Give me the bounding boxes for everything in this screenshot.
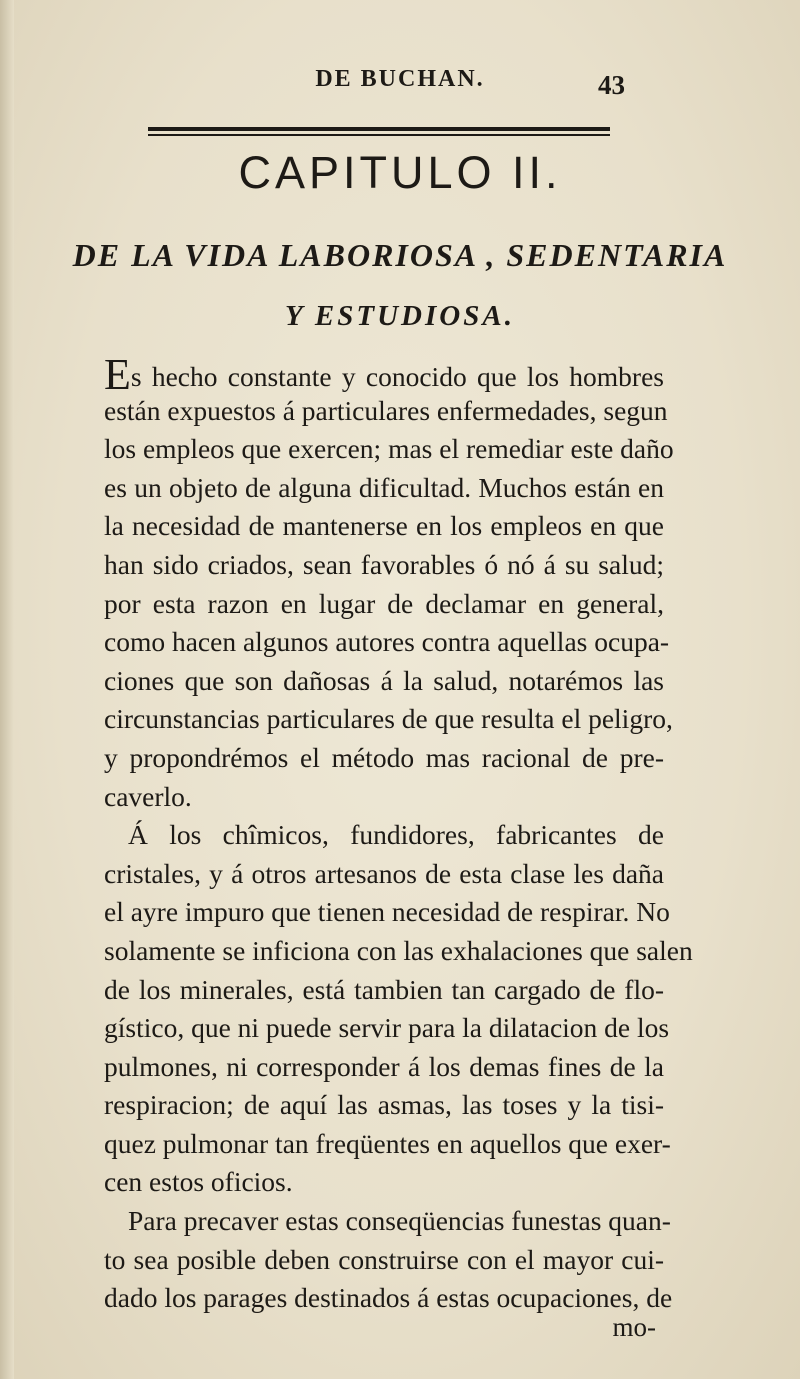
drop-cap: E	[104, 350, 131, 399]
text-line: y propondrémos el método mas racional de pre-	[104, 741, 664, 773]
chapter-subtitle-line-1: DE LA VIDA LABORIOSA , SEDENTARIA	[72, 237, 728, 273]
text-line: Á los chîmicos, fundidores, fabricantes de	[128, 819, 664, 851]
text-line: caverlo.	[104, 780, 192, 812]
chapter-subtitle-line-2: Y ESTUDIOSA.	[285, 300, 515, 332]
text-line: ciones que son dañosas á la salud, notarémos las	[104, 664, 664, 696]
text-line: pulmones, ni corresponder á los demas fines de la	[104, 1050, 664, 1082]
text-line	[104, 350, 664, 399]
text-line: cen estos oficios.	[104, 1166, 293, 1198]
text-line: están expuestos á particulares enfermedades, segun	[104, 394, 668, 426]
text-line: solamente se inficiona con las exhalaciones que salen	[104, 934, 693, 966]
body-text	[104, 350, 693, 1318]
running-title: DE BUCHAN.	[315, 66, 485, 92]
text-line-content: s hecho constante y conocido que los hombres	[130, 361, 664, 392]
text-line: los empleos que exercen; mas el remediar este daño	[104, 433, 674, 465]
text-line: gístico, que ni puede servir para la dilatacion de los	[104, 1012, 670, 1044]
text-line: dado los parages destinados á estas ocupaciones, de	[104, 1282, 673, 1314]
text-line: por esta razon en lugar de declamar en general,	[104, 587, 664, 619]
page-gutter-shadow	[0, 0, 14, 1379]
rule-thin-line	[148, 134, 610, 136]
text-line: quez pulmonar tan freqüentes en aquellos que exer-	[104, 1127, 671, 1159]
catchword: mo-	[612, 1312, 656, 1342]
text-line: cristales, y á otros artesanos de esta clase les daña	[104, 857, 664, 889]
text-line: la necesidad de mantenerse en los empleos en que	[104, 510, 664, 542]
rule-thick-line	[148, 127, 610, 131]
chapter-heading: CAPITULO II.	[238, 147, 562, 198]
running-head	[0, 62, 800, 102]
text-line: Para precaver estas conseqüencias funestas quan-	[128, 1205, 671, 1237]
text-line: respiracion; de aquí las asmas, las toses y la tisi-	[104, 1089, 664, 1121]
text-line: han sido criados, sean favorables ó nó á su salud;	[104, 548, 664, 580]
text-line: como hacen algunos autores contra aquellas ocupa-	[104, 626, 670, 658]
text-line: el ayre impuro que tienen necesidad de respirar. No	[104, 896, 670, 928]
text-line: de los minerales, está tambien tan cargado de flo-	[104, 973, 664, 1005]
text-line: circunstancias particulares de que resulta el peligro,	[104, 703, 673, 735]
text-line: to sea posible deben construirse con el mayor cui-	[104, 1243, 664, 1275]
page-number: 43	[598, 70, 625, 100]
text-line: es un objeto de alguna dificultad. Muchos están en	[104, 471, 664, 503]
double-rule-divider	[148, 127, 610, 137]
